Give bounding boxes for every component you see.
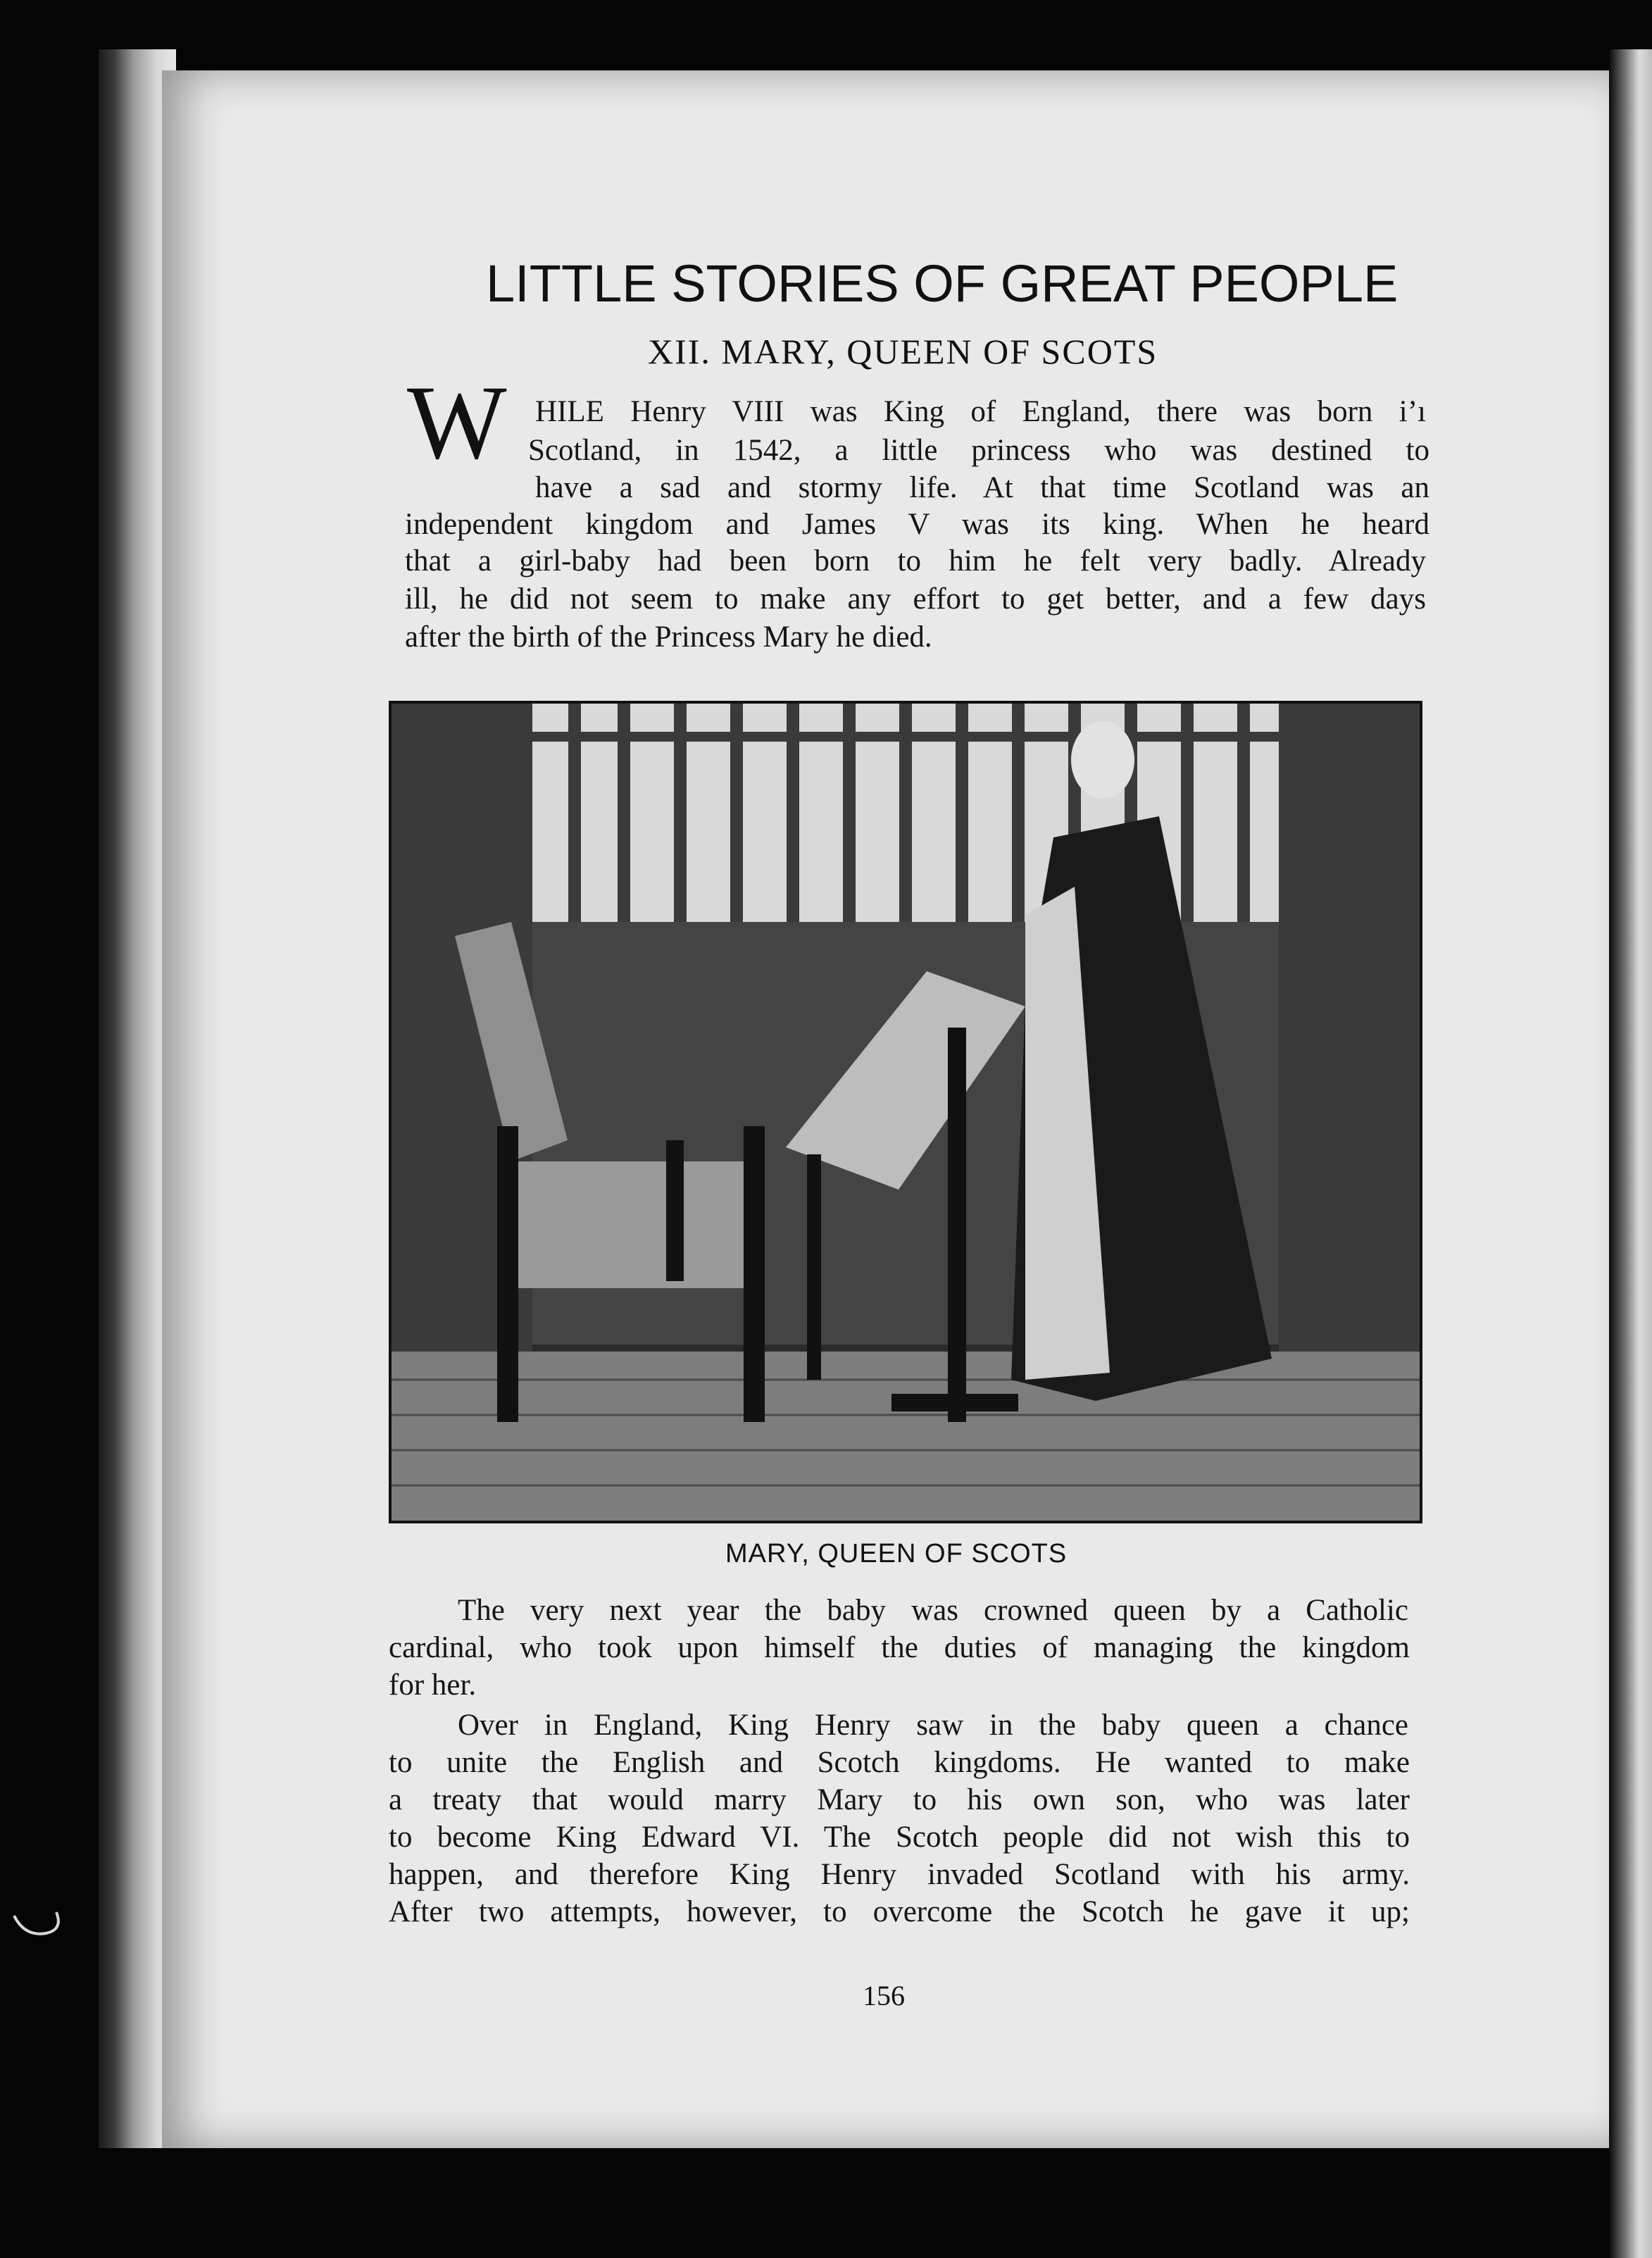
illustration-mary-queen-of-scots	[389, 701, 1422, 1523]
body-line: After two attempts, however, to overcome the Scotch he gave it up;	[389, 1895, 1410, 1928]
body-line: to become King Edward VI. The Scotch people did not wish this to	[389, 1821, 1410, 1854]
intro-line: that a girl-baby had been born to him he felt very badly. Already	[405, 544, 1426, 578]
body-line: to unite the English and Scotch kingdoms. He wanted to make	[389, 1746, 1410, 1779]
body-line: happen, and therefore King Henry invaded Scotland with his army.	[389, 1858, 1410, 1891]
intro-line: ill, he did not seem to make any effort to get better, and a few days	[405, 582, 1426, 616]
intro-line: independent kingdom and James V was its king. When he heard	[405, 508, 1429, 541]
body-line: for her.	[389, 1668, 477, 1702]
intro-line: after the birth of the Princess Mary he died.	[405, 620, 932, 654]
intro-line: Scotland, in 1542, a little princess who was destined to	[528, 434, 1429, 467]
body-line: a treaty that would marry Mary to his own son, who was later	[389, 1783, 1410, 1816]
margin-squiggle	[7, 1902, 70, 1944]
body-line: Over in England, King Henry saw in the baby queen a chance	[458, 1709, 1408, 1742]
figure-caption: MARY, QUEEN OF SCOTS	[725, 1539, 1068, 1568]
body-line: The very next year the baby was crowned queen by a Catholic	[458, 1594, 1408, 1627]
book-edge-right	[1609, 49, 1652, 2258]
intro-line: HILE Henry VIII was King of England, there was born i’ı	[535, 395, 1426, 428]
drop-cap: W	[407, 364, 507, 481]
page-number: 156	[863, 1980, 905, 2011]
intro-line: have a sad and stormy life. At that time Scotland was an	[535, 471, 1429, 504]
body-line: cardinal, who took upon himself the duties of managing the kingdom	[389, 1631, 1410, 1664]
chapter-heading: XII. MARY, QUEEN OF SCOTS	[648, 332, 1158, 371]
running-title: LITTLE STORIES OF GREAT PEOPLE	[486, 254, 1398, 313]
